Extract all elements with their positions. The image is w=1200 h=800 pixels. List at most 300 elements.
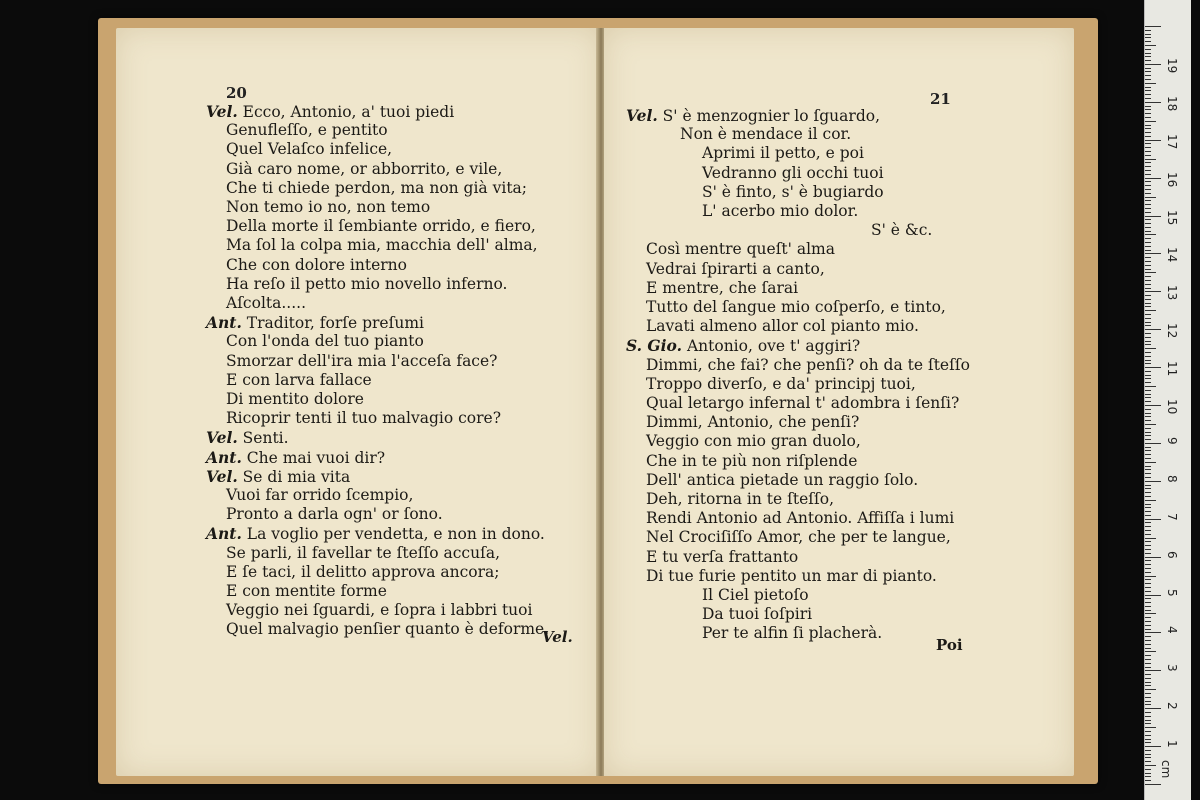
ruler-tick [1145,716,1151,717]
line-text: Ricoprir tenti il tuo malvagio core? [226,409,502,428]
ruler-tick [1145,447,1151,448]
text-line [702,183,884,202]
line-text: Aſcolta..... [226,294,307,312]
ruler-tick [1145,174,1151,175]
ruler-tick [1145,663,1151,664]
line-text: Antonio, ove t' aggiri? [682,337,861,356]
text-line [226,179,527,198]
ruler-tick [1145,250,1151,251]
ruler-tick [1145,765,1156,766]
ruler-tick [1145,439,1151,440]
left-page-text [116,28,600,776]
ruler-tick [1145,185,1151,186]
ruler-tick [1145,272,1156,273]
text-line [226,217,536,236]
ruler-tick [1145,621,1151,622]
ruler-tick [1145,473,1151,474]
ruler-tick [1145,697,1151,698]
ruler-tick [1145,530,1151,531]
ruler-label: 2 [1165,702,1179,710]
ruler-label: 6 [1165,550,1179,559]
ruler-tick [1145,132,1151,133]
right-page [604,28,1074,776]
ruler-tick [1145,242,1151,243]
ruler-tick [1145,212,1151,213]
text-line [680,125,851,144]
ruler-tick [1145,219,1151,220]
ruler-tick [1145,151,1151,152]
line-text: E mentre, che ſarai [646,278,799,297]
line-text: Veggio con mio gran duolo, [646,432,861,451]
ruler-tick [1145,579,1151,580]
ruler-label: 13 [1165,285,1179,301]
text-line [226,198,430,217]
ruler-label: 14 [1165,247,1179,263]
ruler-tick [1145,371,1151,372]
line-text: Con l'onda del tuo pianto [226,332,424,351]
ruler-tick [1145,591,1151,592]
ruler-tick [1145,754,1151,755]
text-line [646,240,835,259]
ruler-tick [1145,492,1151,493]
ruler-tick [1145,56,1151,57]
ruler-tick [1145,125,1151,126]
ruler-tick [1145,113,1151,114]
ruler-tick [1145,583,1151,584]
ruler-tick [1145,261,1151,262]
line-text: Così mentre queſt' alma [646,240,835,259]
text-line [646,317,919,336]
ruler-tick [1145,507,1151,508]
ruler-tick [1145,640,1151,641]
ruler-tick [1145,613,1156,614]
speaker-label: Ant. [206,524,242,544]
ruler-tick [1145,303,1151,304]
line-text: Dimmi, Antonio, che penſi? [646,413,860,432]
text-line [646,260,825,279]
text-line [226,294,306,313]
ruler-tick [1145,79,1151,80]
ruler-tick [1145,41,1151,42]
ruler-tick [1145,337,1151,338]
ruler-tick [1145,670,1161,671]
text-line [626,336,860,356]
ruler-tick [1145,49,1151,50]
ruler-tick [1145,231,1151,232]
ruler-label: 8 [1165,474,1179,483]
text-line [646,413,859,432]
ruler-tick [1145,735,1151,736]
ruler-tick [1145,269,1151,270]
text-line [646,528,951,547]
ruler-tick [1145,469,1151,470]
text-line [226,563,499,582]
ruler-tick [1145,121,1156,122]
line-text: Vedranno gli occhi tuoi [702,163,884,182]
ruler-tick [1145,515,1151,516]
ruler-tick [1145,162,1151,163]
ruler-tick [1145,746,1161,747]
line-text: S' è menzognier lo ſguardo, [657,107,880,125]
line-text: Rendi Antonio ad Antonio. Affiſſa i lumi [646,509,955,528]
ruler-tick [1145,189,1151,190]
ruler-tick [1145,60,1151,61]
ruler-label: 10 [1165,399,1179,415]
text-line [226,390,364,409]
ruler-tick [1145,106,1151,107]
ruler-tick [1145,382,1151,383]
ruler-tick [1145,720,1151,721]
text-line [702,605,812,624]
ruler-label: 16 [1165,171,1179,187]
ruler-tick [1145,678,1151,679]
text-line [702,624,882,643]
ruler-tick [1145,98,1151,99]
ruler-tick [1145,435,1151,436]
ruler-tick [1145,37,1151,38]
ruler-tick [1145,344,1151,345]
measurement-ruler [1144,0,1191,800]
line-text: S' è &c. [871,221,933,240]
ruler-tick [1145,632,1161,633]
ruler-tick [1145,617,1151,618]
line-text: Già caro nome, or abborrito, e vile, [226,159,503,178]
ruler-tick [1145,587,1151,588]
ruler-tick [1145,629,1151,630]
line-text: E con larva fallace [226,370,372,389]
ruler-tick [1145,428,1151,429]
ruler-tick [1145,216,1161,217]
ruler-tick [1145,742,1151,743]
right-catchword: Poi [936,636,963,654]
line-text: Che ti chiede perdon, ma non già vita; [226,178,528,197]
ruler-tick [1145,208,1151,209]
ruler-tick [1145,109,1151,110]
ruler-tick [1145,432,1151,433]
ruler-tick [1145,352,1151,353]
text-line [206,102,454,122]
text-line [226,620,549,639]
left-page-number: 20 [226,84,247,102]
ruler-tick [1145,45,1156,46]
ruler-tick [1145,739,1151,740]
ruler-tick [1145,560,1151,561]
ruler-tick [1145,143,1151,144]
ruler-tick [1145,701,1151,702]
text-line [646,490,834,509]
ruler-unit: cm [1159,760,1173,779]
ruler-tick [1145,306,1151,307]
ruler-tick [1145,90,1151,91]
line-text: La voglio per vendetta, e non in dono. [241,525,545,544]
ruler-tick [1145,409,1151,410]
ruler-tick [1145,564,1151,565]
text-line [646,548,798,567]
line-text: Traditor, forſe preſumi [241,314,424,333]
line-text: Ma ſol la colpa mia, macchia dell' alma, [226,236,538,255]
line-text: Ecco, Antonio, a' tuoi piedi [237,103,455,121]
ruler-tick [1145,200,1151,201]
ruler-tick [1145,602,1151,603]
ruler-tick [1145,595,1161,596]
text-line [226,371,372,390]
text-line [626,106,880,126]
line-text: Da tuoi ſoſpiri [702,605,813,624]
ruler-tick [1145,265,1151,266]
ruler-tick [1145,625,1151,626]
text-line [646,298,946,317]
line-text: Che con dolore interno [226,255,407,274]
ruler-label: 18 [1165,95,1179,112]
text-line [226,160,502,179]
right-page-number: 21 [930,90,951,108]
text-line [206,428,289,448]
ruler-tick [1145,234,1156,235]
text-line [226,121,388,140]
ruler-tick [1145,257,1151,258]
ruler-label: 17 [1165,133,1179,149]
text-line [226,582,387,601]
ruler-tick [1145,87,1151,88]
speaker-label: Ant. [206,447,242,467]
left-catchword: Vel. [542,628,573,646]
text-line [871,221,932,240]
line-text: Non temo io no, non temo [226,198,431,216]
ruler-tick [1145,386,1156,387]
ruler-tick [1145,522,1151,523]
ruler-tick [1145,170,1151,171]
ruler-tick [1145,71,1151,72]
ruler-tick [1145,363,1151,364]
speaker-label: Vel. [206,466,238,486]
ruler-tick [1145,367,1161,368]
ruler-tick [1145,541,1151,542]
ruler-tick [1145,667,1151,668]
ruler-tick [1145,390,1151,391]
ruler-tick [1145,204,1151,205]
ruler-tick [1145,534,1151,535]
text-line [646,432,861,451]
ruler-tick [1145,598,1151,599]
ruler-tick [1145,276,1151,277]
speaker-label: Vel. [206,428,238,448]
ruler-label: 3 [1165,664,1179,672]
ruler-tick [1145,318,1151,319]
line-text: Quel malvagio penſier quanto è deforme. [226,620,550,639]
text-line [226,486,413,505]
line-text: Dell' antica pietade un raggio ſolo. [646,470,919,489]
ruler-tick [1145,140,1161,141]
ruler-tick [1145,572,1151,573]
ruler-tick [1145,329,1161,330]
ruler-tick [1145,348,1156,349]
ruler-label: 9 [1165,436,1179,445]
ruler-tick [1145,117,1151,118]
ruler-tick [1145,178,1161,179]
ruler-tick [1145,655,1151,656]
ruler-tick [1145,776,1151,777]
ruler-tick [1145,644,1151,645]
text-line [226,409,501,428]
ruler-tick [1145,769,1151,770]
ruler-tick [1145,155,1151,156]
ruler-tick [1145,280,1151,281]
line-text: Il Ciel pietoſo [702,586,809,604]
ruler-tick [1145,159,1156,160]
line-text: Se di mia vita [237,467,351,486]
ruler-tick [1145,511,1151,512]
ruler-tick [1145,727,1156,728]
ruler-tick [1145,314,1151,315]
text-line [226,256,407,275]
ruler-tick [1145,519,1161,520]
ruler-tick [1145,394,1151,395]
text-line [226,352,497,371]
ruler-tick [1145,549,1151,550]
ruler-tick [1145,682,1151,683]
ruler-tick [1145,341,1151,342]
text-line [226,601,532,620]
ruler-label: 7 [1165,512,1179,521]
ruler-tick [1145,378,1151,379]
ruler-tick [1145,761,1151,762]
ruler-tick [1145,488,1151,489]
left-page [116,28,600,776]
ruler-tick [1145,704,1151,705]
ruler-tick [1145,538,1156,539]
line-text: E tu verſa frattanto [646,547,799,566]
text-line [646,375,916,394]
ruler-tick [1145,310,1156,311]
ruler-label: 4 [1165,626,1179,635]
ruler-tick [1145,757,1151,758]
ruler-tick [1145,401,1151,402]
line-text: Che in te più non riſplende [646,451,858,470]
line-text: Smorzar dell'ira mia l'acceſa face? [226,351,498,370]
line-text: E con mentite forme [226,582,387,600]
ruler-tick [1145,322,1151,323]
line-text: Nel Crociſiſſo Amor, che per te langue, [646,528,951,547]
line-text: Lavati almeno allor col pianto mio. [646,317,919,336]
open-book [98,18,1098,784]
ruler-tick [1145,333,1151,334]
ruler-tick [1145,462,1156,463]
ruler-tick [1145,30,1151,31]
ruler-tick [1145,485,1151,486]
line-text: Qual letargo infernal t' adombra i ſenſi? [646,394,960,412]
ruler-tick [1145,284,1151,285]
ruler-label: 5 [1165,588,1179,597]
ruler-tick [1145,750,1151,751]
ruler-tick [1145,636,1151,637]
line-text: Di tue furie pentito un mar di pianto. [646,566,937,585]
ruler-tick [1145,610,1151,611]
ruler-tick [1145,193,1151,194]
ruler-tick [1145,659,1151,660]
line-text: Aprimi il petto, e poi [702,144,864,163]
text-line [646,394,959,413]
line-text: Genufleſſo, e pentito [226,121,388,140]
ruler-tick [1145,500,1156,501]
ruler-tick [1145,420,1151,421]
ruler-tick [1145,136,1151,137]
ruler-tick [1145,784,1161,785]
text-line [646,471,918,490]
ruler-tick [1145,197,1156,198]
ruler-tick [1145,75,1151,76]
ruler-tick [1145,576,1156,577]
ruler-tick [1145,606,1151,607]
ruler-tick [1145,356,1151,357]
ruler-label: 11 [1165,361,1179,377]
ruler-tick [1145,166,1151,167]
text-line [646,567,937,586]
ruler-tick [1145,424,1156,425]
line-text: Di mentito dolore [226,390,364,408]
ruler-tick [1145,227,1151,228]
ruler-tick [1145,545,1151,546]
ruler-tick [1145,648,1151,649]
ruler-label: 15 [1165,209,1179,225]
ruler-tick [1145,458,1151,459]
ruler-tick [1145,360,1151,361]
line-text: Tutto del ſangue mio coſperſo, e tinto, [646,298,946,316]
ruler-tick [1145,405,1161,406]
line-text: Che mai vuoi dir? [241,448,386,467]
text-line [702,164,884,183]
text-line [646,509,954,528]
line-text: E ſe taci, il delitto approva ancora; [226,562,500,581]
ruler-tick [1145,674,1151,675]
line-text: Ha reſo il petto mio novello inferno. [226,274,508,293]
text-line [206,524,545,544]
line-text: Non è mendace il cor. [680,125,852,144]
ruler-tick [1145,181,1151,182]
line-text: L' acerbo mio dolor. [702,202,859,220]
ruler-tick [1145,397,1151,398]
ruler-tick [1145,34,1151,35]
line-text: Dimmi, che fai? che penſi? oh da te ſteſſo [646,355,970,374]
ruler-tick [1145,325,1151,326]
line-text: Quel Velaſco infelice, [226,140,393,159]
ruler-tick [1145,64,1161,65]
ruler-tick [1145,526,1151,527]
line-text: Della morte il ſembiante orrido, e fiero, [226,217,536,236]
ruler-tick [1145,496,1151,497]
ruler-tick [1145,128,1151,129]
text-line [646,279,798,298]
ruler-tick [1145,708,1161,709]
ruler-label: 12 [1165,323,1179,339]
line-text: Per te alfin ſi placherà. [702,624,883,643]
ruler-tick [1145,466,1151,467]
ruler-tick [1145,238,1151,239]
ruler-tick [1145,553,1151,554]
ruler-tick [1145,83,1156,84]
speaker-label: Vel. [206,102,238,121]
ruler-tick [1145,477,1151,478]
line-text: Deh, ritorna in te ſteſſo, [646,490,834,508]
text-line [702,202,858,221]
text-line [206,467,350,487]
text-line [702,586,809,605]
ruler-tick [1145,723,1151,724]
ruler-tick [1145,450,1151,451]
ruler-tick [1145,299,1151,300]
text-line [226,505,443,524]
ruler-tick [1145,773,1151,774]
line-text: Vedrai ſpirarti a canto, [646,259,825,278]
